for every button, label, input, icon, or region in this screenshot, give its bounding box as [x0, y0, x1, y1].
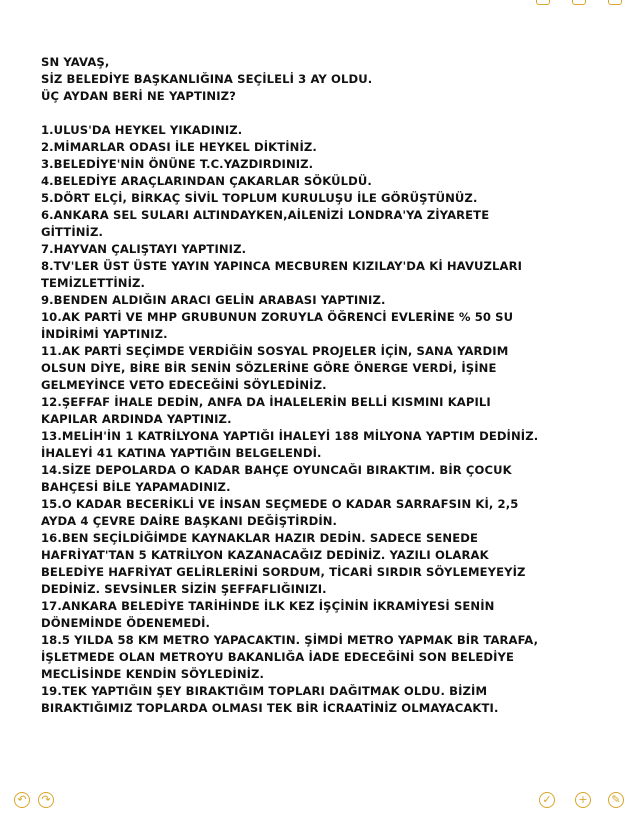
plus-icon[interactable]: +: [575, 792, 591, 808]
note-line: 2.MİMARLAR ODASI İLE HEYKEL DİKTİNİZ.: [41, 140, 317, 154]
note-line: 16.BEN SEÇİLDİĞİMDE KAYNAKLAR HAZIR DEDİN. SADECE SENEDE: [41, 531, 478, 545]
note-line: 14.SİZE DEPOLARDA O KADAR BAHÇE OYUNCAĞI BIRAKTIM. BİR ÇOCUK: [41, 463, 512, 477]
note-line: 11.AK PARTİ SEÇİMDE VERDİĞİN SOSYAL PROJELER İÇİN, SANA YARDIM: [41, 344, 509, 358]
note-line: 13.MELİH'İN 1 KATRİLYONA YAPTIĞI İHALEYİ 188 MİLYONA YAPTIM DEDİNİZ.: [41, 429, 539, 443]
note-line: [41, 105, 621, 122]
note-line: GİTTİNİZ.: [41, 225, 103, 239]
bottom-toolbar: [0, 788, 640, 808]
note-line: KAPILAR ARDINDA YAPTINIZ.: [41, 412, 232, 426]
note-line: 19.TEK YAPTIĞIN ŞEY BIRAKTIĞIM TOPLARI DAĞITMAK OLDU. BİZİM: [41, 684, 488, 698]
note-line: SN YAVAŞ,: [41, 55, 110, 69]
note-line: İHALEYİ 41 KATINA YAPTIĞIN BELGELENDİ.: [41, 446, 322, 460]
note-line: İNDİRİMİ YAPTINIZ.: [41, 327, 168, 341]
note-line: 12.ŞEFFAF İHALE DEDİN, ANFA DA İHALELERİN BELLİ KISMINI KAPILI: [41, 395, 491, 409]
note-line: İŞLETMEDE OLAN METROYU BAKANLIĞA İADE EDECEĞİNİ SON BELEDİYE: [41, 650, 515, 664]
note-line: 7.HAYVAN ÇALIŞTAYI YAPTINIZ.: [41, 242, 247, 256]
note-line: 17.ANKARA BELEDİYE TARİHİNDE İLK KEZ İŞÇİNİN İKRAMİYESİ SENİN: [41, 599, 495, 613]
note-line: 10.AK PARTİ VE MHP GRUBUNUN ZORUYLA ÖĞRENCİ EVLERİNE % 50 SU: [41, 310, 514, 324]
note-line: SİZ BELEDİYE BAŞKANLIĞINA SEÇİLELİ 3 AY OLDU.: [41, 72, 373, 86]
note-line: 8.TV'LER ÜST ÜSTE YAYIN YAPINCA MECBUREN KIZILAY'DA Kİ HAVUZLARI: [41, 259, 523, 273]
pen-icon[interactable]: ✎: [608, 792, 624, 808]
note-line: BIRAKTIĞIMIZ TOPLARDA OLMASI TEK BİR İCRAATİNİZ OLMAYACAKTI.: [41, 701, 499, 715]
note-line: DEDİNİZ. SEVSİNLER SİZİN ŞEFFAFLIĞINIZI.: [41, 582, 327, 596]
format-icon[interactable]: [572, 0, 586, 5]
note-line: MECLİSİNDE KENDİN SÖYLEDİNİZ.: [41, 667, 265, 681]
note-line: 15.O KADAR BECERİKLİ VE İNSAN SEÇMEDE O KADAR SARRAFSIN Kİ, 2,5: [41, 497, 519, 511]
note-line: 5.DÖRT ELÇİ, BİRKAÇ SİVİL TOPLUM KURULUŞU İLE GÖRÜŞTÜNÜZ.: [41, 191, 478, 205]
delete-icon[interactable]: [608, 0, 622, 5]
note-line: 9.BENDEN ALDIĞIN ARACI GELİN ARABASI YAPTINIZ.: [41, 293, 386, 307]
note-line: HAFRİYAT'TAN 5 KATRİLYON KAZANACAĞIZ DEDİNİZ. YAZILI OLARAK: [41, 548, 489, 562]
note-line: 3.BELEDİYE'NİN ÖNÜNE T.C.YAZDIRDINIZ.: [41, 157, 314, 171]
note-line: DÖNEMİNDE ÖDENEMEDİ.: [41, 616, 211, 630]
note-line: 4.BELEDİYE ARAÇLARINDAN ÇAKARLAR SÖKÜLDÜ.: [41, 174, 372, 188]
note-line: 1.ULUS'DA HEYKEL YIKADINIZ.: [41, 123, 243, 137]
top-toolbar: [536, 0, 622, 5]
note-line: OLSUN DİYE, BİRE BİR SENİN SÖZLERİNE GÖRE ÖNERGE VERDİ, İŞİNE: [41, 361, 497, 375]
note-line: GELMEYİNCE VETO EDECEĞİNİ SÖYLEDİNİZ.: [41, 378, 327, 392]
redo-icon[interactable]: ↷: [38, 792, 54, 808]
share-icon[interactable]: [536, 0, 550, 5]
note-line: 18.5 YILDA 58 KM METRO YAPACAKTIN. ŞİMDİ METRO YAPMAK BİR TARAFA,: [41, 633, 539, 647]
note-line: ÜÇ AYDAN BERİ NE YAPTINIZ?: [41, 89, 236, 103]
note-line: AYDA 4 ÇEVRE DAİRE BAŞKANI DEĞİŞTİRDİN.: [41, 514, 338, 528]
checkmark-icon[interactable]: ✓: [539, 792, 555, 808]
note-line: BAHÇESİ BİLE YAPAMADINIZ.: [41, 480, 231, 494]
note-body[interactable]: [41, 54, 621, 717]
note-line: TEMİZLETTİNİZ.: [41, 276, 146, 290]
note-line: BELEDİYE HAFRİYAT GELİRLERİNİ SORDUM, TİCARİ SIRDIR SÖYLEMEYEYİZ: [41, 565, 526, 579]
note-line: 6.ANKARA SEL SULARI ALTINDAYKEN,AİLENİZİ LONDRA'YA ZİYARETE: [41, 208, 490, 222]
undo-icon[interactable]: ↶: [14, 792, 30, 808]
